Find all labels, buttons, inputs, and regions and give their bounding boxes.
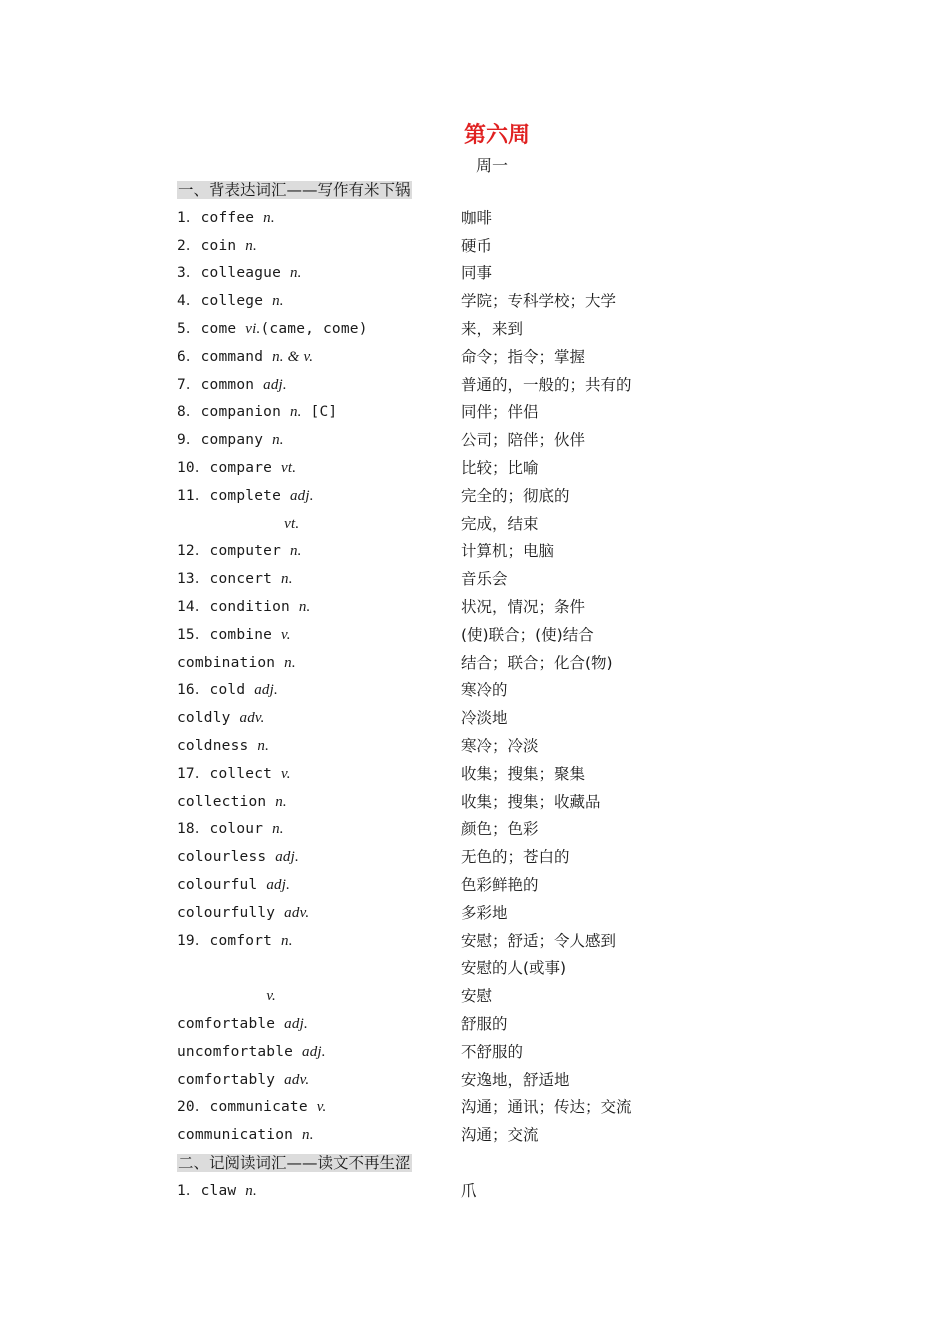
word-note: (came, come) — [260, 320, 368, 337]
english-term — [177, 1122, 314, 1150]
vocab-entry — [177, 233, 737, 261]
english-term — [177, 900, 309, 928]
word: collection — [177, 793, 276, 810]
word: 9．company — [177, 432, 273, 449]
part-of-speech: n. — [289, 265, 302, 282]
vocab-entry — [177, 928, 737, 956]
english-term — [177, 1039, 326, 1067]
english-term — [177, 622, 291, 650]
part-of-speech: vt. — [281, 459, 297, 476]
chinese-meaning: 爪 — [461, 1181, 477, 1200]
chinese-meaning: (使)联合；(使)结合 — [461, 625, 594, 644]
word: 1．coffee — [177, 209, 264, 226]
english-term — [177, 566, 293, 594]
vocab-entry — [177, 872, 737, 900]
word: 5．come — [177, 320, 246, 337]
word: 16．cold — [177, 682, 255, 699]
part-of-speech: vt. — [284, 515, 300, 532]
english-term — [177, 1067, 309, 1095]
day-subtitle: 周一 — [476, 156, 509, 175]
english-term — [177, 733, 269, 761]
word: combination — [177, 654, 285, 671]
word: 15．combine — [177, 626, 281, 643]
word: 6．command — [177, 348, 273, 365]
part-of-speech: n. — [245, 1182, 257, 1199]
vocab-entry — [177, 650, 737, 678]
part-of-speech: adv. — [284, 1071, 310, 1088]
english-term — [177, 316, 368, 344]
english-term — [177, 399, 337, 427]
part-of-speech: n. — [289, 543, 302, 560]
vocab-entry — [177, 344, 737, 372]
vocab-entry — [177, 483, 737, 511]
part-of-speech: n. — [245, 237, 257, 254]
chinese-meaning: 安慰；舒适；令人感到 — [461, 931, 617, 950]
part-of-speech: adj. — [266, 876, 291, 893]
part-of-speech: n. — [272, 432, 284, 449]
word: 1．claw — [177, 1182, 246, 1199]
vocab-entry — [177, 372, 737, 400]
vocab-entry — [177, 1094, 737, 1122]
part-of-speech: n. & v. — [272, 348, 314, 365]
word — [177, 516, 284, 532]
chinese-meaning: 同事 — [461, 264, 493, 283]
word: 3．colleague — [177, 265, 290, 282]
vocab-entry — [177, 205, 737, 233]
chinese-meaning: 完成，结束 — [461, 514, 539, 533]
chinese-meaning: 学院；专科学校；大学 — [461, 292, 617, 311]
part-of-speech: adj. — [302, 1043, 326, 1060]
chinese-meaning: 安逸地，舒适地 — [461, 1070, 570, 1089]
part-of-speech: adj. — [254, 682, 278, 699]
chinese-meaning: 安慰的人(或事) — [461, 959, 567, 978]
vocab-entry — [177, 622, 737, 650]
chinese-meaning: 无色的；苍白的 — [461, 848, 570, 867]
vocab-entry — [177, 538, 737, 566]
vocab-entry — [177, 900, 737, 928]
vocab-entry — [177, 427, 737, 455]
chinese-meaning: 寒冷的 — [461, 681, 508, 700]
part-of-speech: v. — [266, 988, 277, 1005]
english-term — [177, 1178, 257, 1206]
part-of-speech: n. — [289, 404, 302, 421]
vocab-entry — [177, 260, 737, 288]
vocab-entry — [177, 288, 737, 316]
vocab-entry — [177, 316, 737, 344]
english-term — [177, 233, 257, 261]
vocab-entry — [177, 983, 737, 1011]
word: 13．concert — [177, 571, 281, 588]
english-term — [177, 427, 284, 455]
english-term — [177, 650, 296, 678]
part-of-speech: n. — [275, 793, 287, 810]
chinese-meaning: 收集；搜集；收藏品 — [461, 792, 601, 811]
chinese-meaning: 收集；搜集；聚集 — [461, 764, 586, 783]
chinese-meaning: 色彩鲜艳的 — [461, 875, 539, 894]
chinese-meaning: 计算机；电脑 — [461, 542, 555, 561]
word: 12．computer — [177, 543, 290, 560]
part-of-speech: n. — [281, 932, 293, 949]
chinese-meaning: 寒冷；冷淡 — [461, 736, 539, 755]
part-of-speech: v. — [281, 765, 291, 782]
vocab-entry — [177, 1178, 737, 1206]
section-heading-text: 一、背表达词汇——写作有米下锅 — [178, 181, 411, 199]
word: 19．comfort — [177, 932, 281, 949]
vocab-entry — [177, 1122, 737, 1150]
chinese-meaning: 命令；指令；掌握 — [461, 347, 586, 366]
part-of-speech: n. — [298, 598, 311, 615]
vocab-entry — [177, 789, 737, 817]
english-term — [177, 205, 275, 233]
part-of-speech: adv. — [239, 710, 265, 727]
chinese-meaning: 冷淡地 — [461, 709, 508, 728]
word-note: [C] — [301, 404, 338, 421]
english-term — [177, 260, 302, 288]
chinese-meaning: 普通的，一般的；共有的 — [461, 375, 632, 394]
english-term — [177, 344, 313, 372]
chinese-meaning: 来，来到 — [461, 319, 524, 338]
chinese-meaning: 音乐会 — [461, 570, 508, 589]
part-of-speech: adv. — [284, 904, 310, 921]
section-heading — [177, 1150, 737, 1178]
part-of-speech: adj. — [263, 376, 287, 393]
section-heading-text: 二、记阅读词汇——读文不再生涩 — [178, 1153, 411, 1172]
part-of-speech: n. — [302, 1127, 314, 1144]
vocab-entry — [177, 844, 737, 872]
part-of-speech: n. — [272, 821, 284, 838]
english-term — [177, 483, 314, 511]
english-term — [177, 761, 291, 789]
vocab-entry — [177, 761, 737, 789]
english-term — [177, 872, 290, 900]
english-term — [177, 983, 276, 1011]
chinese-meaning: 沟通；通讯；传达；交流 — [461, 1098, 632, 1117]
part-of-speech: vi. — [245, 320, 261, 337]
vocab-entry — [177, 455, 737, 483]
part-of-speech: adj. — [284, 1015, 308, 1032]
english-term — [177, 455, 296, 483]
part-of-speech: n. — [257, 737, 270, 754]
word: 17．collect — [177, 765, 281, 782]
word: colourless — [177, 849, 276, 866]
word: colourful — [177, 876, 267, 893]
word: colourfully — [177, 904, 285, 921]
english-term — [177, 1011, 308, 1039]
chinese-meaning: 状况，情况；条件 — [461, 597, 586, 616]
word: 4．college — [177, 293, 273, 310]
section-heading — [177, 177, 737, 205]
chinese-meaning: 多彩地 — [461, 903, 508, 922]
word: 7．common — [177, 376, 264, 393]
part-of-speech: n. — [263, 209, 275, 226]
part-of-speech: n. — [272, 293, 284, 310]
chinese-meaning: 完全的；彻底的 — [461, 486, 570, 505]
word: communication — [177, 1127, 303, 1144]
chinese-meaning: 咖啡 — [461, 208, 493, 227]
part-of-speech: adj. — [289, 487, 314, 504]
chinese-meaning: 硬币 — [461, 236, 493, 255]
english-term — [177, 677, 278, 705]
word: 18．colour — [177, 821, 273, 838]
chinese-meaning: 同伴；伴侣 — [461, 403, 539, 422]
part-of-speech: n. — [281, 571, 293, 588]
vocab-entry — [177, 955, 737, 983]
english-term — [177, 816, 284, 844]
word: comfortable — [177, 1015, 285, 1032]
word — [177, 988, 266, 1004]
chinese-meaning: 颜色；色彩 — [461, 820, 539, 839]
english-term — [177, 705, 265, 733]
english-term — [177, 288, 284, 316]
vocab-entry — [177, 566, 737, 594]
english-term — [177, 928, 293, 956]
english-term — [177, 372, 287, 400]
english-term — [177, 511, 299, 539]
word: 2．coin — [177, 237, 246, 254]
vocab-entry — [177, 399, 737, 427]
chinese-meaning: 不舒服的 — [461, 1042, 524, 1061]
word: 14．condition — [177, 598, 299, 615]
part-of-speech: v. — [316, 1099, 327, 1116]
chinese-meaning: 沟通；交流 — [461, 1126, 539, 1145]
vocab-entry — [177, 733, 737, 761]
word: coldness — [177, 737, 258, 754]
english-term — [177, 594, 311, 622]
word: coldly — [177, 710, 240, 727]
english-term — [177, 538, 302, 566]
word: comfortably — [177, 1071, 285, 1088]
word: 10．compare — [177, 459, 281, 476]
vocab-entry — [177, 594, 737, 622]
chinese-meaning: 比较；比喻 — [461, 458, 539, 477]
vocabulary-list — [177, 177, 737, 1205]
page-title: 第六周 — [463, 122, 530, 148]
word: uncomfortable — [177, 1043, 303, 1060]
part-of-speech: v. — [281, 626, 291, 643]
vocab-entry — [177, 1011, 737, 1039]
english-term — [177, 1094, 326, 1122]
word: 20．communicate — [177, 1099, 317, 1116]
word: 8．companion — [177, 404, 290, 421]
english-term — [177, 844, 299, 872]
chinese-meaning: 公司；陪伴；伙伴 — [461, 431, 586, 450]
chinese-meaning: 舒服的 — [461, 1014, 508, 1033]
english-term — [177, 789, 287, 817]
chinese-meaning: 安慰 — [461, 987, 493, 1006]
vocab-entry — [177, 705, 737, 733]
vocab-entry — [177, 816, 737, 844]
vocab-entry — [177, 1067, 737, 1095]
word: 11．complete — [177, 487, 290, 504]
vocab-entry — [177, 511, 737, 539]
vocab-entry — [177, 677, 737, 705]
vocab-entry — [177, 1039, 737, 1067]
part-of-speech: adj. — [275, 849, 299, 866]
chinese-meaning: 结合；联合；化合(物) — [461, 653, 613, 672]
part-of-speech: n. — [284, 654, 296, 671]
